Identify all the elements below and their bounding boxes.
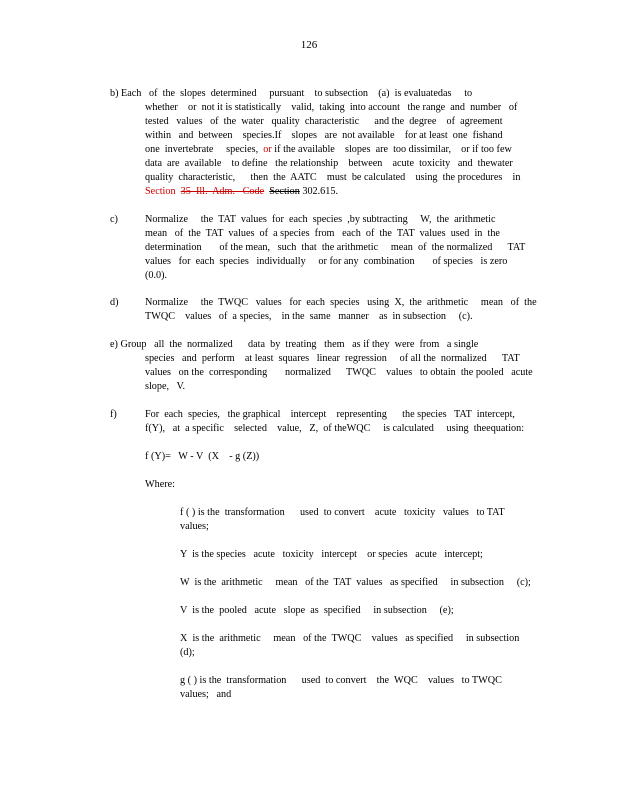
definition-item: [180, 604, 454, 618]
definition-line: values; and: [180, 689, 232, 700]
paragraph-d-line: TWQC values of a species, in the same manner as in subsection (c).: [145, 311, 473, 322]
paragraph-f-line: f(Y), at a specific selected value, Z, of theWQC is calculated using theequation:: [145, 423, 525, 434]
definition-line: g ( ) is the transformation used to convert the WQC values to TWQC: [180, 675, 502, 686]
paragraph-b-citation-line: [145, 185, 520, 199]
paragraph-b-line: within and between species.If slopes are not available for at least one fishand: [145, 130, 503, 141]
definition-item: [180, 506, 505, 534]
definition-line: V is the pooled acute slope as specified in subsection (e);: [180, 605, 454, 616]
paragraph-c-line: mean of the TAT values of a species from each of the TAT values used in the: [145, 228, 500, 239]
inserted-text: or: [263, 144, 272, 155]
paragraph-b-body: [145, 101, 520, 199]
paragraph-c: [145, 213, 525, 283]
definition-line: values;: [180, 521, 209, 532]
definition-line: (d);: [180, 647, 195, 658]
where-label: [145, 478, 175, 492]
paragraph-c-line: determination of the mean, such that the arithmetic mean of the normalized TAT: [145, 242, 526, 253]
definition-item: [180, 548, 483, 562]
definition-item: [180, 674, 502, 702]
deleted-text: 35 Ill. Adm. Code: [180, 186, 265, 197]
paragraph-e-line: species and perform at least squares linear regression of all the normalized TAT: [145, 353, 520, 364]
paragraph-c-line: (0.0).: [145, 270, 168, 281]
paragraph-f: [145, 408, 524, 436]
inserted-text: Section: [145, 186, 176, 197]
definition-line: X is the arithmetic mean of the TWQC values as specified in subsection: [180, 633, 520, 644]
definition-item: [180, 632, 519, 660]
definition-line: Y is the species acute toxicity intercept or species acute intercept;: [180, 549, 483, 560]
paragraph-b-line: if the available slopes are too dissimilar, or if too few: [271, 144, 512, 155]
paragraph-c-line: values for each species individually or for any combination of species is zero: [145, 256, 508, 267]
citation-text: 302.615.: [299, 186, 338, 197]
paragraph-c-line: Normalize the TAT values for each species ,by subtracting W, the arithmetic: [145, 214, 496, 225]
paragraph-d-line: Normalize the TWQC values for each species using X, the arithmetic mean of the: [145, 297, 537, 308]
paragraph-d-marker: d): [110, 297, 119, 308]
paragraph-b-line: tested values of the water quality characteristic and the degree of agreement: [145, 116, 503, 127]
paragraph-b-line-revision: [145, 143, 520, 157]
paragraph-b-line: data are available to define the relationship between acute toxicity and thewater: [145, 158, 513, 169]
equation-text: f (Y)= W - V (X - g (Z)): [145, 451, 260, 462]
definition-line: W is the arithmetic mean of the TAT values as specified in subsection (c);: [180, 577, 531, 588]
page-number: 126: [300, 39, 318, 51]
paragraph-b-line: whether or not it is statistically valid, taking into account the range and number of: [145, 102, 518, 113]
paragraph-e-line: e) Group all the normalized data by treating them as if they were from a single: [110, 339, 479, 350]
where-text: Where:: [145, 479, 175, 490]
definition-line: f ( ) is the transformation used to convert acute toxicity values to TAT: [180, 507, 505, 518]
paragraph-e: [110, 338, 478, 352]
paragraph-d: [145, 296, 537, 324]
paragraph-f-line: For each species, the graphical intercept representing the species TAT intercept,: [145, 409, 515, 420]
deleted-text: Section: [269, 186, 300, 197]
paragraph-e-body: [145, 352, 533, 394]
paragraph-b: [110, 87, 472, 101]
paragraph-e-line: values on the corresponding normalized TWQC values to obtain the pooled acute: [145, 367, 533, 378]
paragraph-b-line: one invertebrate species,: [145, 144, 264, 155]
paragraph-f-marker: f): [110, 409, 117, 420]
paragraph-e-line: slope, V.: [145, 381, 186, 392]
definition-item: [180, 576, 531, 590]
paragraph-b-line: b) Each of the slopes determined pursuant to subsection (a) is evaluatedas to: [110, 88, 473, 99]
paragraph-b-line: quality characteristic, then the AATC must be calculated using the procedures in: [145, 172, 521, 183]
paragraph-c-marker: c): [110, 214, 118, 225]
equation: [145, 450, 259, 464]
